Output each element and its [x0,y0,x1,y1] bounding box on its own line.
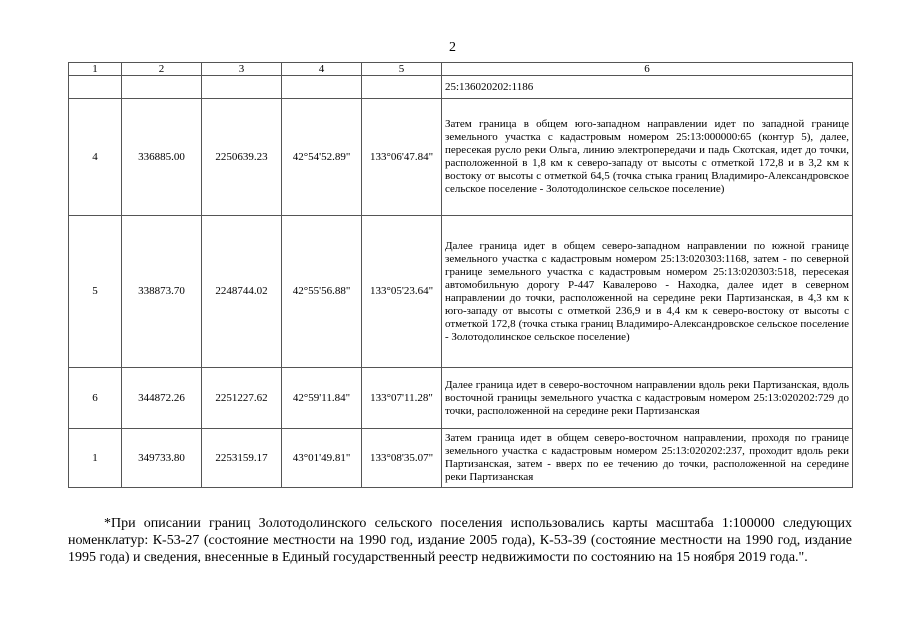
coordinate-y: 2250639.23 [202,99,282,216]
column-header-1: 1 [69,63,122,76]
latitude: 43°01'49.81" [282,429,362,488]
point-number: 1 [69,429,122,488]
column-header-3: 3 [202,63,282,76]
coordinate-x: 344872.26 [122,368,202,429]
column-header-4: 4 [282,63,362,76]
point-number: 5 [69,216,122,368]
empty-cell [282,76,362,99]
coordinate-y: 2251227.62 [202,368,282,429]
boundary-description: Далее граница идет в общем северо-западном направлении по южной границе земельного участка с кадастровым номером 25:13:020303:1168, затем - по северной границе земельного участка с кадастровым номером 25:13:020303:518, пересекая автомобильную дорогу Р-447 Кавалерово - Находка, далее идет в северном направлении до точки, расположенной на середине реки Партизанская, в 4,3 км к юго-западу от высоты с отметкой 236,9 и в 4,4 км к северо-востоку от высоты с отметкой 172,8 (точка стыка границ Владимиро-Александровское сельское поселение - Золотодолинское сельское поселение) [442,216,853,368]
cadastral-number: 25:136020202:1186 [442,76,853,99]
coordinate-y: 2248744.02 [202,216,282,368]
table-row [69,368,853,429]
column-header-6: 6 [442,63,853,76]
table-row [69,99,853,216]
empty-cell [122,76,202,99]
column-header-5: 5 [362,63,442,76]
latitude: 42°55'56.88" [282,216,362,368]
coordinate-x: 338873.70 [122,216,202,368]
longitude: 133°07'11.28" [362,368,442,429]
longitude: 133°05'23.64" [362,216,442,368]
table-row [69,216,853,368]
coordinate-x: 336885.00 [122,99,202,216]
table-row [69,76,853,99]
empty-cell [202,76,282,99]
empty-cell [362,76,442,99]
page-number: 2 [449,40,456,55]
latitude: 42°54'52.89" [282,99,362,216]
point-number: 6 [69,368,122,429]
point-number: 4 [69,99,122,216]
table-header-row [69,63,853,76]
longitude: 133°06'47.84" [362,99,442,216]
coordinate-x: 349733.80 [122,429,202,488]
footnote: *При описании границ Золотодолинского сельского поселения использовались карты масштаба 1:100000 следующих номенклатур: К-53-27 (состояние местности на 1990 год, издание 2005 года), К-53-39 (состояние местности на 1990 год, издание 1995 года) и сведения, внесенные в Единый государственный реестр недвижимости по состоянию на 15 ноября 2019 года.". [68,516,852,565]
latitude: 42°59'11.84" [282,368,362,429]
column-header-2: 2 [122,63,202,76]
boundary-description: Далее граница идет в северо-восточном направлении вдоль реки Партизанская, вдоль восточной границы земельного участка с кадастровым номером 25:13:020202:729 до точки, расположенной на середине реки Партизанская [442,368,853,429]
boundary-description: Затем граница в общем юго-западном направлении идет по западной границе земельного участка с кадастровым номером 25:13:000000:65 (контур 5), далее, пересекая русло реки Ольга, линию электропередачи и падь Скотская, идет до точки, расположенной в 1,8 км к северо-западу от высоты с отметкой 172,8 и в 3,2 км к востоку от высоты с отметкой 64,5 (точка стыка границ Владимиро-Александровское сельское поселение - Золотодолинское сельское поселение) [442,99,853,216]
coordinate-y: 2253159.17 [202,429,282,488]
boundary-description: Затем граница идет в общем северо-восточном направлении, проходя по границе земельного участка с кадастровым номером 25:13:020202:237, проходит вдоль реки Партизанская, затем - вверх по ее течению до точки, расположенной на середине реки Партизанская [442,429,853,488]
table-row [69,429,853,488]
empty-cell [69,76,122,99]
longitude: 133°08'35.07" [362,429,442,488]
boundary-points-table [68,62,853,488]
